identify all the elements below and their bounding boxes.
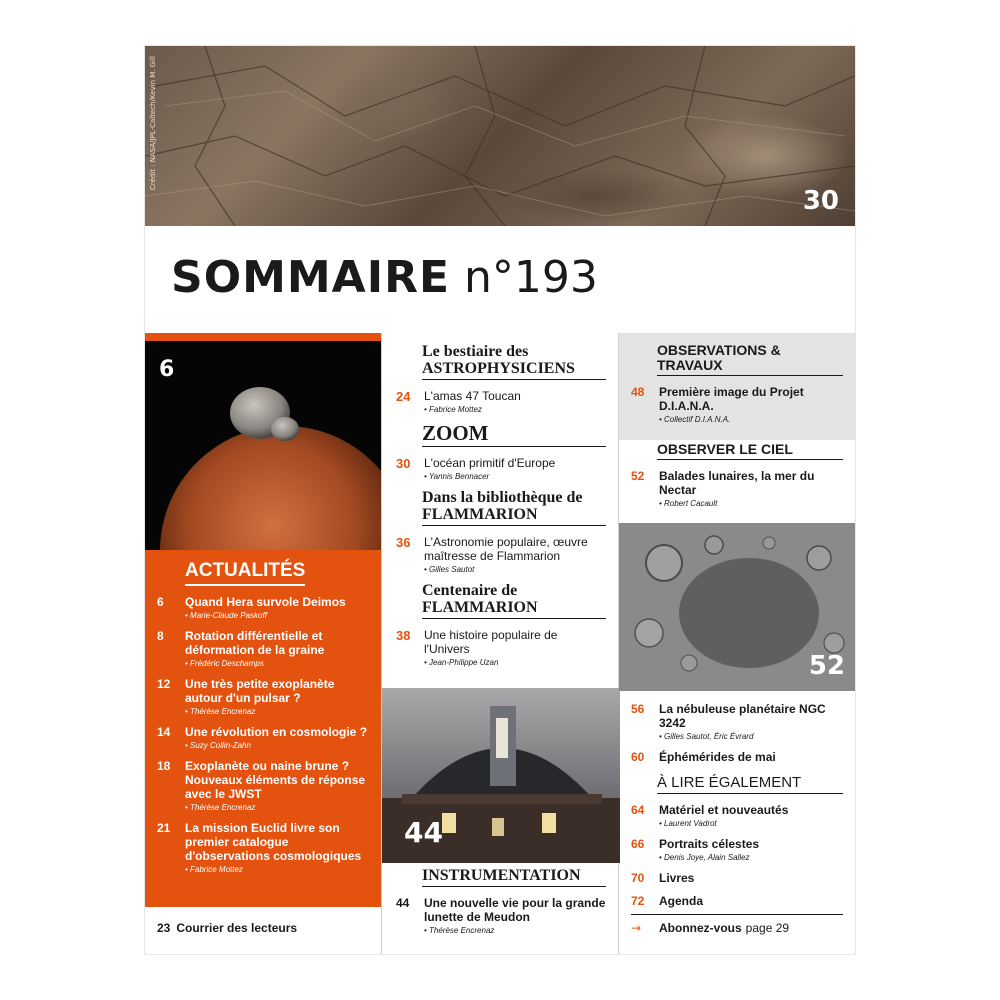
entry-title: Exoplanète ou naine brune ? Nouveaux éléments de réponse avec le JWST	[185, 759, 366, 801]
toc-entry[interactable]	[396, 628, 606, 667]
entry-author: • Thérèse Encrenaz	[185, 803, 256, 812]
entry-page: 24	[396, 389, 411, 404]
instrumentation-section	[396, 867, 606, 935]
toc-entry[interactable]	[396, 456, 606, 481]
toc-entry[interactable]	[631, 837, 843, 862]
toc-entry-courrier[interactable]	[157, 921, 297, 935]
section-heading: OBSERVER LE CIEL	[657, 442, 843, 460]
entry-page: 12	[157, 677, 171, 691]
toc-entry[interactable]	[631, 894, 843, 908]
entry-title: L'océan primitif d'Europe	[424, 456, 556, 470]
entry-page: 6	[157, 595, 164, 609]
instrumentation-image-number: 44	[404, 816, 443, 849]
entry-title: L'amas 47 Toucan	[424, 389, 521, 403]
entry-author: • Marie-Claude Paskoff	[185, 611, 267, 620]
section-heading: Centenaire de FLAMMARION	[422, 582, 606, 619]
section-heading: INSTRUMENTATION	[422, 867, 606, 887]
column-features	[381, 333, 619, 954]
title-sommaire: SOMMAIRE	[171, 252, 451, 303]
entry-page: 52	[631, 469, 645, 483]
toc-entry[interactable]	[631, 702, 843, 741]
entry-author: • Thérèse Encrenaz	[185, 707, 256, 716]
section-heading: Le bestiaire des ASTROPHYSICIENS	[422, 343, 606, 380]
actualites-list	[157, 595, 373, 874]
magazine-page	[145, 46, 855, 954]
alire-heading: À LIRE ÉGALEMENT	[657, 774, 843, 794]
column-observations	[619, 333, 855, 954]
observer-image-number: 52	[808, 651, 845, 681]
entry-title: Courrier des lecteurs	[176, 921, 298, 935]
entry-author: • Fabrice Mottez	[424, 405, 482, 414]
entry-page: 48	[631, 385, 645, 399]
toc-entry[interactable]	[396, 389, 606, 414]
entry-page: 44	[396, 896, 410, 910]
toc-entry[interactable]	[157, 629, 373, 668]
hero-image-europa	[145, 46, 855, 226]
toc-entry[interactable]	[396, 535, 606, 574]
entry-page: 8	[157, 629, 164, 643]
moon-surface-image	[619, 523, 855, 691]
entry-author: • Jean-Philippe Uzan	[424, 658, 499, 667]
entry-title: Une très petite exoplanète autour d'un pulsar ?	[185, 677, 335, 705]
entry-author: • Robert Cacault	[659, 499, 718, 508]
entry-title: L'Astronomie populaire, œuvre maîtresse de Flammarion	[424, 535, 588, 563]
entry-page: 14	[157, 725, 171, 739]
mars-deimos-image	[145, 333, 381, 550]
observations-list	[631, 343, 843, 508]
toc-entry[interactable]	[631, 385, 843, 424]
entry-page: 60	[631, 750, 645, 764]
entry-page: 21	[157, 821, 171, 835]
entry-title: Une histoire populaire de l'Univers	[424, 628, 558, 656]
entry-title: Éphémérides de mai	[659, 750, 776, 764]
hero-page-number: 30	[802, 186, 839, 216]
section-heading: Dans la bibliothèque de FLAMMARION	[422, 489, 606, 526]
entry-page: 38	[396, 628, 411, 643]
entry-title: Une révolution en cosmologie ?	[185, 725, 368, 739]
toc-entry[interactable]	[157, 725, 373, 750]
page-title	[171, 252, 598, 303]
entry-page: 66	[631, 837, 645, 851]
entry-page: 72	[631, 894, 645, 908]
entry-title: Agenda	[659, 894, 704, 908]
entry-title: Balades lunaires, la mer du Nectar	[659, 469, 815, 497]
entry-author: • Yannis Bennacer	[424, 472, 490, 481]
toc-entry[interactable]	[396, 896, 606, 935]
entry-title: Portraits célestes	[659, 837, 760, 851]
entry-author: • Gilles Sautot	[424, 565, 475, 574]
entry-author: • Collectif D.I.A.N.A.	[659, 415, 731, 424]
toc-entry[interactable]	[631, 469, 843, 508]
entry-author: • Thérèse Encrenaz	[424, 926, 495, 935]
toc-entry[interactable]	[157, 821, 373, 874]
entry-page: 30	[396, 456, 411, 471]
entry-author: • Denis Joye, Alain Sallez	[659, 853, 750, 862]
entry-page: 56	[631, 702, 645, 716]
entry-author: • Gilles Sautot, Éric Évrard	[659, 732, 754, 741]
actualites-image-number: 6	[159, 357, 175, 382]
entry-title: La nébuleuse planétaire NGC 3242	[659, 702, 826, 730]
more-list	[631, 693, 843, 935]
entry-page: 64	[631, 803, 645, 817]
entry-page: 70	[631, 871, 645, 885]
entry-author: • Laurent Vadrot	[659, 819, 717, 828]
toc-entry[interactable]	[157, 677, 373, 716]
entry-author: • Frédéric Deschamps	[185, 659, 264, 668]
subscribe-page-ref: page 29	[745, 921, 790, 935]
column-actualites	[145, 333, 381, 954]
entry-title: La mission Euclid livre son premier catalogue d'observations cosmologiques	[185, 821, 362, 863]
subscribe-label: Abonnez-vous	[659, 921, 742, 935]
entry-title: Quand Hera survole Deimos	[185, 595, 346, 609]
subscribe-link[interactable]	[631, 914, 843, 935]
toc-entry[interactable]	[631, 803, 843, 828]
entry-title: Première image du Projet D.I.A.N.A.	[659, 385, 804, 413]
toc-entry[interactable]	[157, 759, 373, 812]
section-heading: OBSERVATIONS & TRAVAUX	[657, 343, 843, 376]
entry-title: Matériel et nouveautés	[659, 803, 789, 817]
features-list	[396, 343, 606, 667]
entry-title: Une nouvelle vie pour la grande lunette de Meudon	[424, 896, 606, 924]
toc-entry[interactable]	[631, 871, 843, 885]
toc-entry[interactable]	[157, 595, 373, 620]
actualites-box	[145, 550, 381, 907]
entry-page: 36	[396, 535, 411, 550]
entry-page: 18	[157, 759, 171, 773]
section-heading: ZOOM	[422, 422, 606, 447]
entry-title: Livres	[659, 871, 695, 885]
toc-entry[interactable]	[631, 750, 843, 764]
entry-page: 23	[157, 921, 171, 935]
meudon-observatory-image	[382, 688, 620, 863]
title-issue-number: n°193	[464, 252, 598, 303]
entry-author: • Suzy Collin-Zahn	[185, 741, 251, 750]
actualites-heading: ACTUALITÉS	[185, 560, 305, 586]
entry-title: Rotation différentielle et déformation de la graine	[185, 629, 325, 657]
entry-author: • Fabrice Mottez	[185, 865, 243, 874]
arrow-right-icon: →	[631, 921, 642, 935]
hero-credit: Crédit : NASA/JPL-Caltech/Kevin M. Gill	[149, 56, 157, 191]
